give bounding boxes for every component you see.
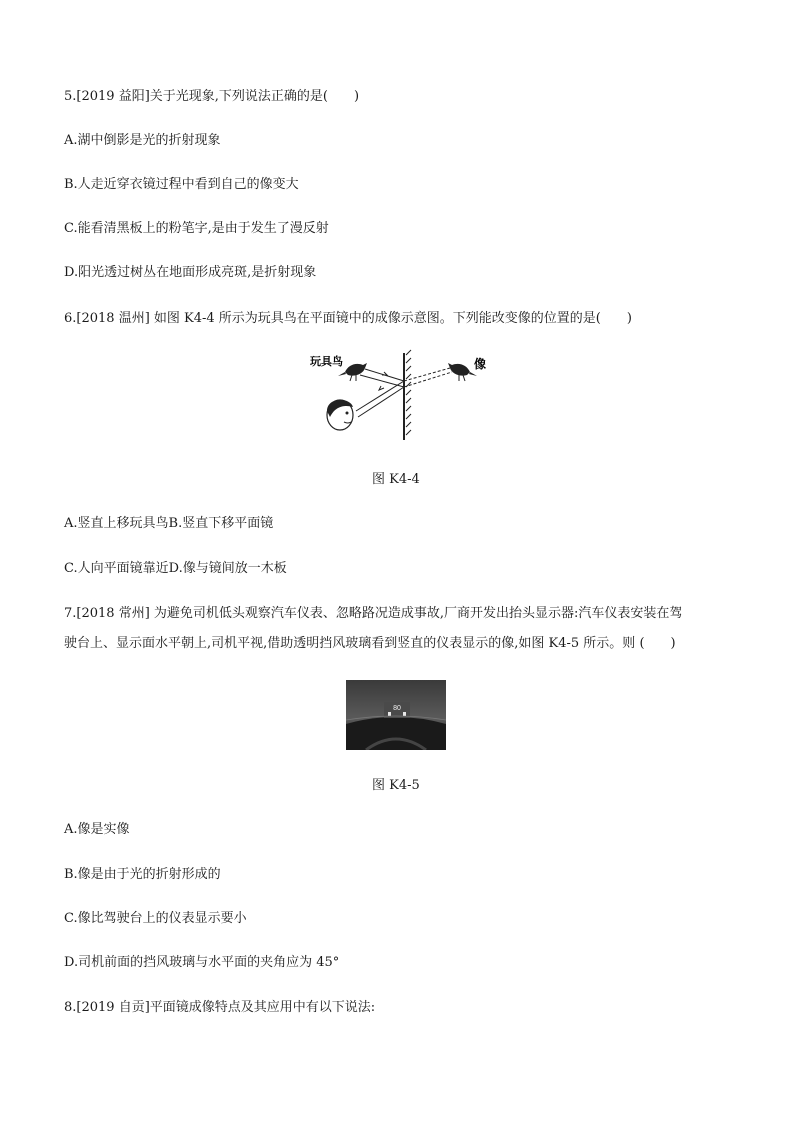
question-5-option-d: D.阳光透过树丛在地面形成亮斑,是折射现象	[64, 265, 317, 280]
question-7-option-c: C.像比驾驶台上的仪表显示要小	[64, 911, 247, 926]
question-5-option-b: B.人走近穿衣镜过程中看到自己的像变大	[64, 177, 299, 192]
question-6-stem: 6.[2018 温州] 如图 K4-4 所示为玩具鸟在平面镜中的成像示意图。下列能改变像的位置的是( )	[64, 311, 632, 326]
virtual-rays	[404, 368, 452, 387]
hud-speed-readout: 80	[393, 705, 401, 712]
light-rays	[356, 369, 404, 417]
toy-bird-label: 玩具鸟	[310, 356, 343, 368]
question-7-stem-line-2: 驶台上、显示面水平朝上,司机平视,借助透明挡风玻璃看到竖直的仪表显示的像,如图 K4-5 所示。则 ( )	[64, 636, 676, 651]
question-6-options-ab: A.竖直上移玩具鸟B.竖直下移平面镜	[64, 516, 274, 531]
hud-indicator-left	[388, 712, 391, 716]
question-8-stem: 8.[2019 自贡]平面镜成像特点及其应用中有以下说法:	[64, 1000, 376, 1015]
question-7-option-a: A.像是实像	[64, 822, 130, 837]
hud-indicator-right	[403, 712, 406, 716]
question-5-option-c: C.能看清黑板上的粉笔字,是由于发生了漫反射	[64, 221, 329, 236]
figure-k4-4-caption: 图 K4-4	[372, 472, 420, 487]
question-5-stem: 5.[2019 益阳]关于光现象,下列说法正确的是( )	[64, 89, 360, 104]
figure-k4-5	[346, 680, 446, 750]
image-label: 像	[474, 357, 487, 371]
plane-mirror	[404, 350, 411, 440]
question-5-option-a: A.湖中倒影是光的折射现象	[64, 133, 221, 148]
question-6-options-cd: C.人向平面镜靠近D.像与镜间放一木板	[64, 561, 287, 576]
question-7-option-b: B.像是由于光的折射形成的	[64, 867, 221, 882]
figure-k4-5-caption: 图 K4-5	[372, 778, 420, 793]
dashboard	[346, 717, 446, 750]
observer-head	[327, 400, 353, 430]
figure-k4-4	[300, 345, 500, 445]
question-7-stem-line-1: 7.[2018 常州] 为避免司机低头观察汽车仪表、忽略路况造成事故,厂商开发出抬头显示器:汽车仪表安装在驾	[64, 606, 683, 621]
question-7-option-d: D.司机前面的挡风玻璃与水平面的夹角应为 45°	[64, 955, 340, 970]
bird-image	[448, 363, 477, 381]
